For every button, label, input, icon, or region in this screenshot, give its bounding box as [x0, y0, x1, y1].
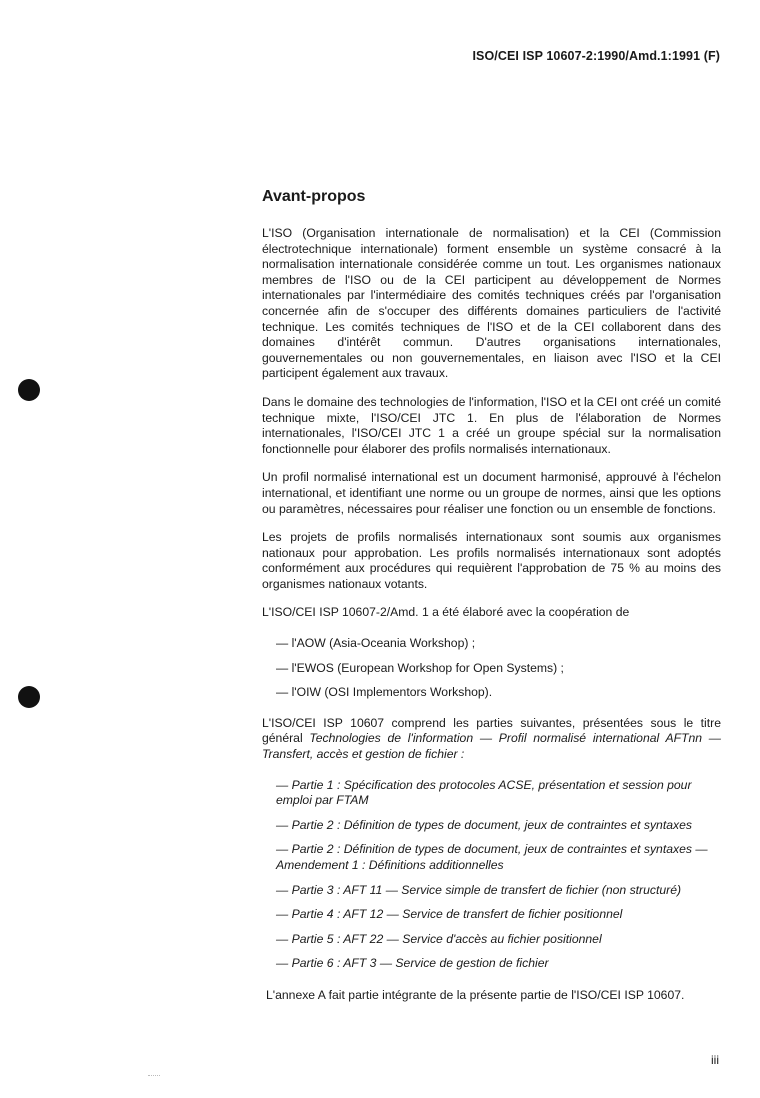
list-item: — l'OIW (OSI Implementors Workshop). [276, 685, 493, 700]
paragraph-profile-definition: Un profil normalisé international est un document harmonisé, approuvé à l'échelon international, et identifiant une norme ou un groupe de normes, ainsi que les options ou paramètres, nécessaires pour réaliser une fonction ou un ensemble de fonctions. [262, 470, 721, 516]
list-item: — l'AOW (Asia-Oceania Workshop) ; [276, 636, 476, 651]
part-item: — Partie 1 : Spécification des protocoles ACSE, présentation et session pour emploi par FTAM [276, 777, 692, 808]
list-item: — l'EWOS (European Workshop for Open Systems) ; [276, 660, 564, 675]
scan-artifact [148, 1075, 160, 1077]
paragraph-iso-cei: L'ISO (Organisation internationale de normalisation) et la CEI (Commission électrotechnique internationale) forment ensemble un système consacré à la normalisation internationale considérée comme un tout. Les organismes nationaux membres de l'ISO ou de la CEI participent au développement de Normes internationales par l'intermédiaire des comités techniques créés par l'organisation concernée afin de s'occuper des différents domaines particuliers de l'activité technique. Les comités techniques de l'ISO et de la CEI collaborent dans des domaines d'intérêt commun. D'autres organisations internationales, gouvernementales ou non gouvernementales, en liaison avec l'ISO et la CEI participent également aux travaux. [262, 226, 721, 381]
paragraph-jtc1: Dans le domaine des technologies de l'information, l'ISO et la CEI ont créé un comité technique mixte, l'ISO/CEI JTC 1. En plus de l'élaboration de Normes internationales, l'ISO/CEI JTC 1 a créé un groupe spécial sur la normalisation fonctionnelle pour élaborer des profils normalisés internationaux. [262, 394, 721, 456]
part-item: — Partie 4 : AFT 12 — Service de transfert de fichier positionnel [276, 907, 623, 922]
paragraph-approval: Les projets de profils normalisés internationaux sont soumis aux organismes nationaux pour approbation. Les profils normalisés internationaux sont adoptés conformément aux procédures qui requièrent l'approbation de 75 % au moins des organismes nationaux votants. [262, 530, 721, 591]
foreword-body [262, 226, 721, 1019]
annex-note: L'annexe A fait partie intégrante de la présente partie de l'ISO/CEI ISP 10607. [266, 987, 685, 1002]
cooperation-intro: L'ISO/CEI ISP 10607-2/Amd. 1 a été élaboré avec la coopération de [262, 605, 630, 620]
part-item: — Partie 2 : Définition de types de document, jeux de contraintes et syntaxes — Amendement 1 : Définitions additionnelles [276, 842, 708, 872]
part-item: — Partie 5 : AFT 22 — Service d'accès au fichier positionnel [276, 931, 602, 946]
document-header: ISO/CEI ISP 10607-2:1990/Amd.1:1991 (F) [472, 49, 720, 63]
part-item: — Partie 2 : Définition de types de document, jeux de contraintes et syntaxes [276, 817, 692, 832]
page-number: iii [711, 1053, 719, 1067]
binder-hole-top [18, 379, 40, 401]
parts-intro-tail: : [457, 747, 465, 762]
part-item: — Partie 6 : AFT 3 — Service de gestion de fichier [276, 956, 549, 971]
page-title: Avant-propos [262, 188, 366, 205]
part-item: — Partie 3 : AFT 11 — Service simple de transfert de fichier (non structuré) [276, 882, 682, 897]
parts-intro-lead: L'ISO/CEI ISP 10607 comprend les parties suivantes, présentées sous le titre général [262, 715, 721, 746]
parts-intro-title: Technologies de l'information — Profil normalisé international AFTnn — Transfert, accès et gestion de fichier [262, 731, 721, 762]
parts-intro [262, 716, 721, 763]
binder-hole-bottom [18, 686, 40, 708]
